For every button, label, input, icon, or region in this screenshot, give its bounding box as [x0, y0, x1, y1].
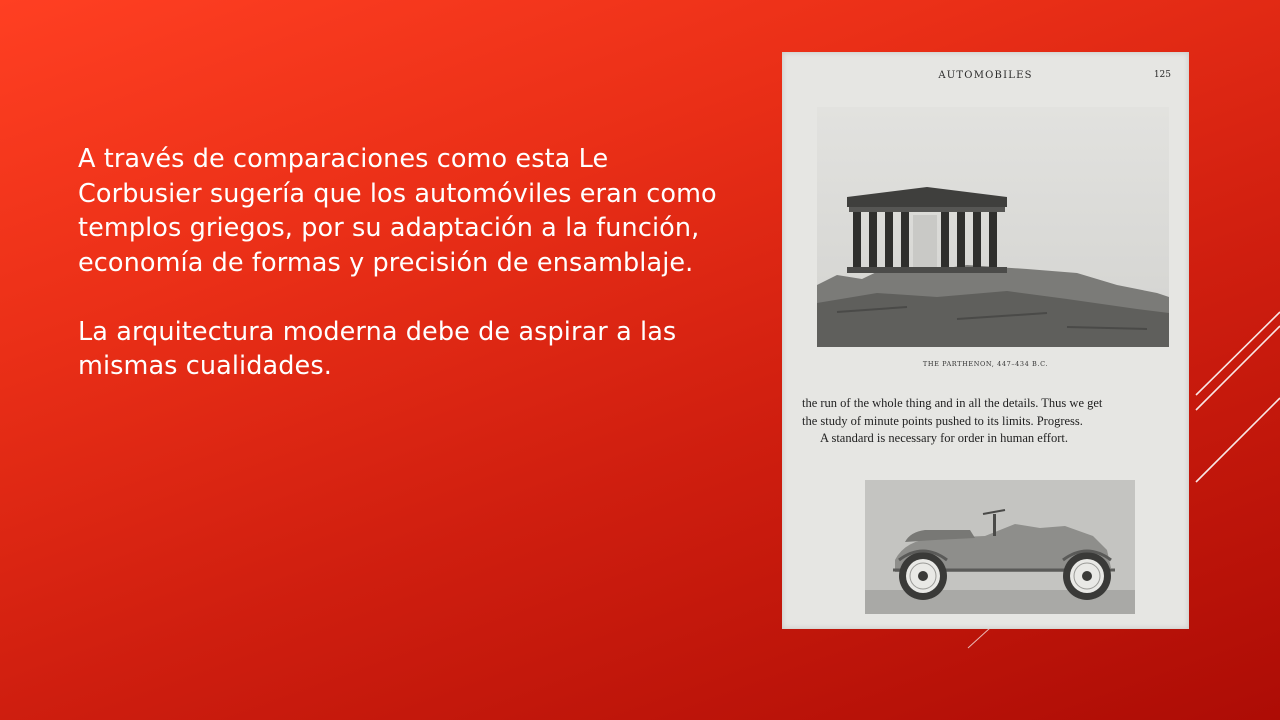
page-number: 125 [1153, 70, 1171, 80]
automobile-photo [865, 480, 1135, 614]
book-text-line: A standard is necessary for order in human effort. [820, 431, 1068, 445]
book-page-image [782, 52, 1189, 629]
paragraph-comparison: A través de comparaciones como esta Le Corbusier sugería que los automóviles eran como templos griegos, por su adaptación a la función, economía de formas y precisión de ensamblaje. [78, 144, 717, 278]
book-text [802, 395, 1174, 448]
slide-text [78, 142, 718, 384]
page-header: AUTOMOBILES [938, 70, 1033, 81]
photo-caption: THE PARTHENON, 447–434 B.C. [922, 360, 1049, 368]
book-text-line: the study of minute points pushed to its limits. Progress. [802, 413, 1083, 428]
paragraph-conclusion: La arquitectura moderna debe de aspirar a las mismas cualidades. [78, 316, 677, 381]
book-text-line: the run of the whole thing and in all the details. Thus we get [802, 396, 1103, 410]
parthenon-photo [817, 107, 1169, 347]
